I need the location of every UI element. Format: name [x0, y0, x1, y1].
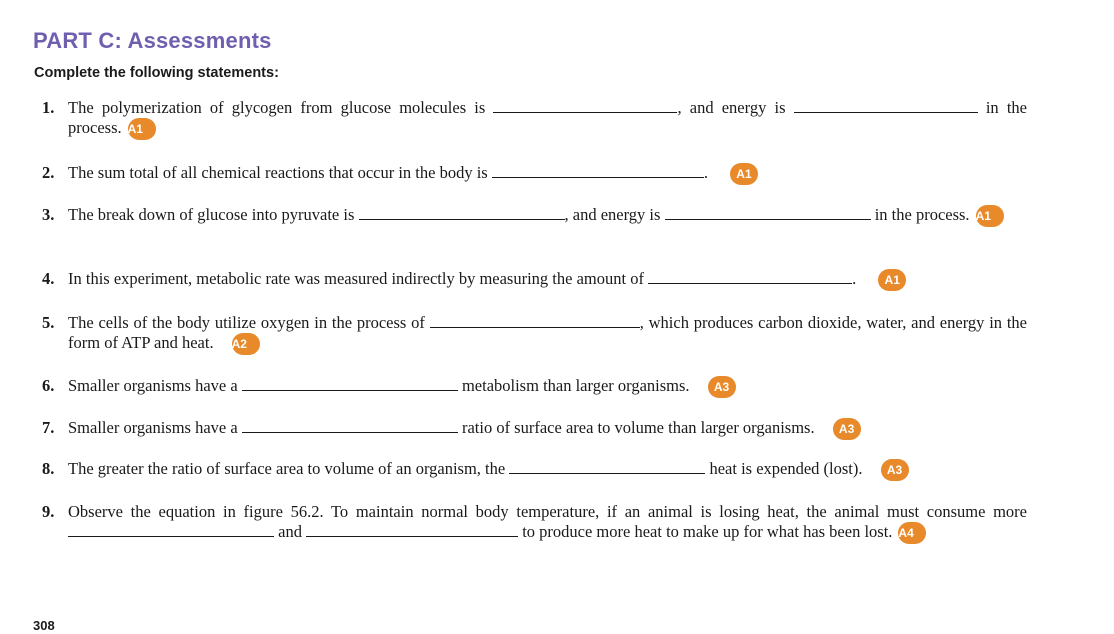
question-text: , and energy is — [564, 205, 665, 224]
question-9 — [42, 502, 1027, 544]
question-text: In this experiment, metabolic rate was measured indirectly by measuring the amount of — [68, 269, 649, 288]
question-4 — [42, 269, 1027, 291]
answer-blank[interactable] — [794, 98, 978, 113]
question-text: Smaller organisms have a — [68, 376, 242, 395]
outcome-badge: A3 — [881, 459, 909, 481]
question-text: and — [274, 522, 307, 541]
question-text: , and energy is — [677, 98, 794, 117]
question-number: 9. — [42, 502, 55, 521]
answer-blank[interactable] — [509, 459, 705, 474]
question-7 — [42, 418, 1027, 440]
answer-blank[interactable] — [359, 205, 565, 220]
question-text: , which produces carbon dioxide, water, and energy in the form of ATP and heat. — [68, 313, 1027, 352]
question-number: 8. — [42, 459, 55, 478]
question-3 — [42, 205, 1027, 227]
question-text: The polymerization of glycogen from glucose molecules is — [68, 98, 494, 117]
outcome-badge: A2 — [232, 333, 260, 355]
outcome-badge: A4 — [898, 522, 926, 544]
answer-blank[interactable] — [430, 313, 640, 328]
answer-blank[interactable] — [493, 98, 677, 113]
question-number: 2. — [42, 163, 55, 182]
question-text: Smaller organisms have a — [68, 418, 242, 437]
question-2 — [42, 163, 1027, 185]
answer-blank[interactable] — [648, 269, 852, 284]
outcome-badge: A3 — [833, 418, 861, 440]
question-text: The cells of the body utilize oxygen in the process of — [68, 313, 430, 332]
answer-blank[interactable] — [68, 522, 274, 537]
outcome-badge: A1 — [730, 163, 758, 185]
question-text: The break down of glucose into pyruvate is — [68, 205, 359, 224]
question-text: . — [703, 163, 708, 182]
answer-blank[interactable] — [492, 163, 704, 178]
answer-blank[interactable] — [665, 205, 871, 220]
outcome-badge: A1 — [128, 118, 156, 140]
question-text: Observe the equation in figure 56.2. To maintain normal body temperature, if an animal is losing heat, the animal must consume more — [68, 502, 1027, 521]
question-text: to produce more heat to make up for what has been lost. — [518, 522, 893, 541]
question-number: 3. — [42, 205, 55, 224]
answer-blank[interactable] — [306, 522, 518, 537]
question-text: metabolism than larger organisms. — [457, 376, 690, 395]
page-number: 308 — [33, 618, 55, 633]
question-text: in the process. — [870, 205, 970, 224]
section-title: PART C: Assessments — [33, 28, 272, 53]
question-text: ratio of surface area to volume than larger organisms. — [457, 418, 815, 437]
question-text: in the process. — [68, 98, 1027, 137]
question-text: . — [852, 269, 857, 288]
outcome-badge: A1 — [878, 269, 906, 291]
question-text: The sum total of all chemical reactions that occur in the body is — [68, 163, 492, 182]
question-5 — [42, 313, 1027, 355]
outcome-badge: A1 — [976, 205, 1004, 227]
outcome-badge: A3 — [708, 376, 736, 398]
answer-blank[interactable] — [242, 376, 458, 391]
question-number: 5. — [42, 313, 55, 332]
question-number: 4. — [42, 269, 55, 288]
question-text: heat is expended (lost). — [705, 459, 863, 478]
question-number: 6. — [42, 376, 55, 395]
answer-blank[interactable] — [242, 418, 458, 433]
question-1 — [42, 98, 1027, 140]
instructions-text: Complete the following statements: — [34, 65, 279, 81]
question-8 — [42, 459, 1027, 481]
question-6 — [42, 376, 1027, 398]
question-number: 1. — [42, 98, 55, 117]
question-number: 7. — [42, 418, 55, 437]
question-text: The greater the ratio of surface area to volume of an organism, the — [68, 459, 510, 478]
